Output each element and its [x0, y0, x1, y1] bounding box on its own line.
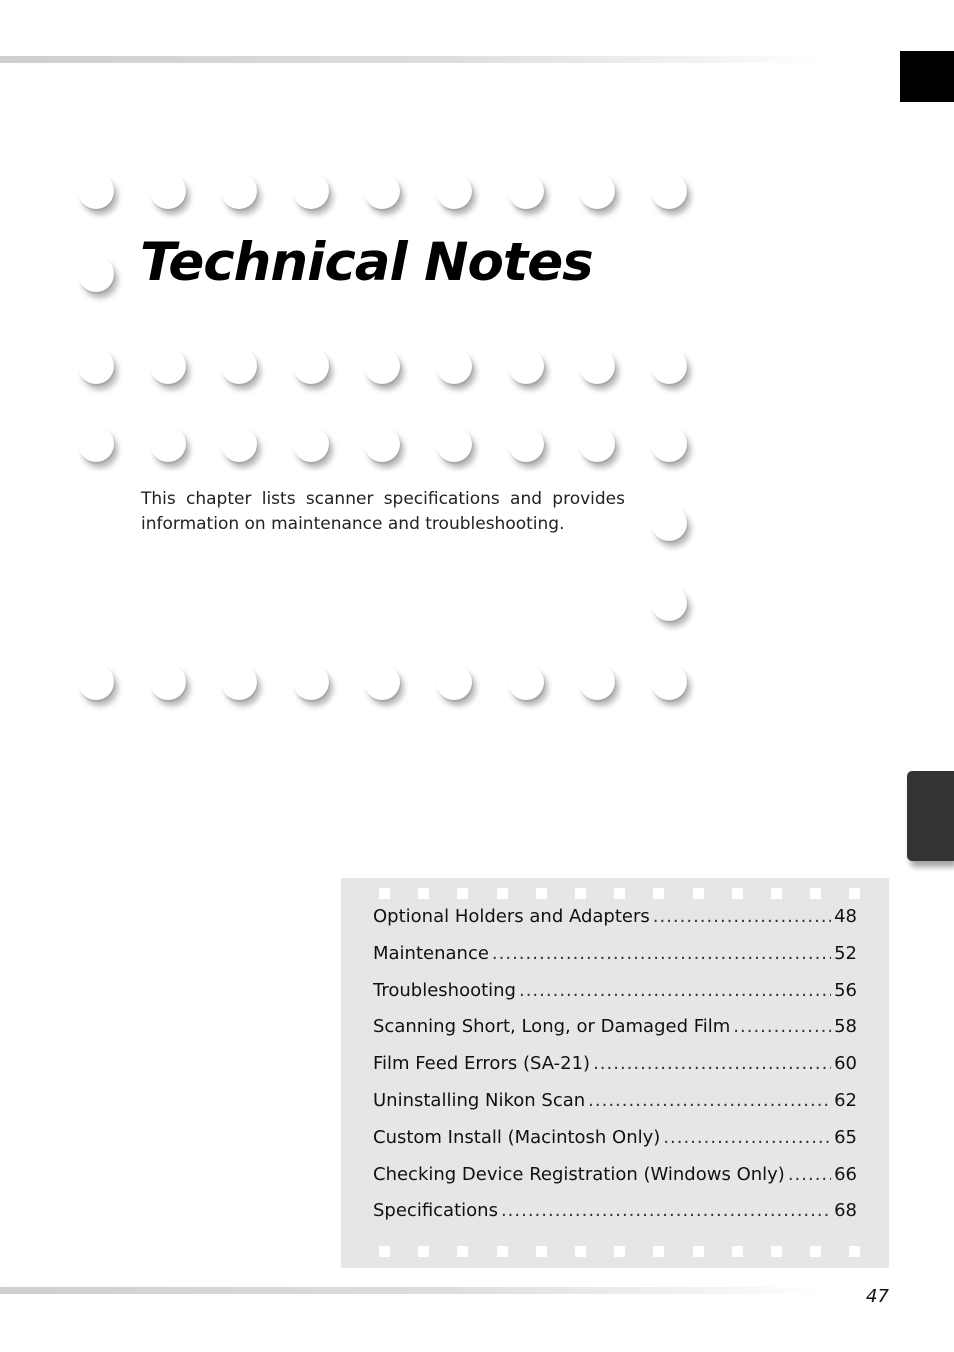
decorative-dot	[293, 426, 329, 462]
toc-item-page: 56	[834, 979, 857, 1001]
toc-item-label: Custom Install (Macintosh Only)	[373, 1126, 661, 1148]
film-perforation	[457, 888, 468, 899]
film-perforation	[614, 1246, 625, 1257]
film-perforation	[497, 1246, 508, 1257]
toc-leader	[653, 906, 831, 927]
toc-leader	[501, 1200, 831, 1221]
toc-item[interactable]	[373, 943, 857, 980]
toc-item[interactable]	[373, 906, 857, 943]
decorative-dot	[651, 348, 687, 384]
chapter-intro: This chapter lists scanner specifications and provides information on maintenance and troubleshooting.	[141, 489, 625, 534]
film-perforation	[693, 888, 704, 899]
decorative-dot	[579, 664, 615, 700]
decorative-dot	[150, 173, 186, 209]
toc-item[interactable]	[373, 1090, 857, 1127]
toc-item[interactable]	[373, 1164, 857, 1201]
film-perforation	[732, 1246, 743, 1257]
decorative-dot	[579, 173, 615, 209]
film-perforation	[575, 1246, 586, 1257]
toc-leader	[588, 1090, 831, 1111]
decorative-dot	[364, 664, 400, 700]
toc-item-label: Uninstalling Nikon Scan	[373, 1089, 586, 1111]
toc-item[interactable]	[373, 1200, 857, 1237]
film-perforation	[379, 888, 390, 899]
film-perforation	[379, 1246, 390, 1257]
toc-leader	[663, 1127, 831, 1148]
toc-item-page: 60	[834, 1053, 857, 1075]
toc-item-label: Scanning Short, Long, or Damaged Film	[373, 1016, 731, 1038]
decorative-dot	[508, 348, 544, 384]
film-perforation	[693, 1246, 704, 1257]
toc-item-page: 68	[834, 1200, 857, 1222]
decorative-dot	[436, 426, 472, 462]
toc-item-page: 62	[834, 1089, 857, 1111]
decorative-dot	[221, 173, 257, 209]
film-perforation	[497, 888, 508, 899]
film-perforation	[418, 888, 429, 899]
toc-item-page: 58	[834, 1016, 857, 1038]
toc-item-label: Film Feed Errors (SA-21)	[373, 1053, 591, 1075]
toc-leader	[492, 943, 831, 964]
decorative-dot	[150, 426, 186, 462]
decorative-dot	[364, 348, 400, 384]
toc-item[interactable]	[373, 1127, 857, 1164]
header-rule	[0, 56, 820, 63]
toc-leader	[733, 1016, 831, 1037]
decorative-dot	[78, 664, 114, 700]
toc-item-page: 66	[834, 1163, 857, 1185]
decorative-dot	[651, 585, 687, 621]
footer-rule	[0, 1287, 820, 1294]
film-perforation	[849, 888, 860, 899]
film-perforation	[536, 1246, 547, 1257]
toc-item-label: Maintenance	[373, 942, 489, 964]
film-perforation	[457, 1246, 468, 1257]
toc-panel	[341, 878, 889, 1268]
decorative-dot	[651, 426, 687, 462]
decorative-dot	[651, 505, 687, 541]
film-perforation	[536, 888, 547, 899]
toc-item-label: Checking Device Registration (Windows Only)	[373, 1163, 785, 1185]
decorative-dot	[78, 348, 114, 384]
decorative-dot	[579, 426, 615, 462]
decorative-dot	[221, 664, 257, 700]
decorative-dot	[78, 426, 114, 462]
decorative-dot	[508, 173, 544, 209]
film-perforation	[653, 888, 664, 899]
section-tab-marker	[907, 771, 954, 861]
film-perforation	[418, 1246, 429, 1257]
toc-item[interactable]	[373, 980, 857, 1017]
decorative-dot	[508, 426, 544, 462]
toc-leader	[593, 1053, 831, 1074]
toc-item-label: Troubleshooting	[373, 979, 516, 1001]
toc-item-page: 65	[834, 1126, 857, 1148]
decorative-dot	[221, 426, 257, 462]
film-perforation	[732, 888, 743, 899]
film-perforation	[614, 888, 625, 899]
chapter-title: Technical Notes	[140, 232, 593, 293]
film-perforations-bottom	[341, 1246, 889, 1258]
toc-item-page: 52	[834, 942, 857, 964]
decorative-dot	[364, 426, 400, 462]
film-perforation	[771, 888, 782, 899]
toc-item[interactable]	[373, 1016, 857, 1053]
film-perforation	[849, 1246, 860, 1257]
toc-leader	[788, 1164, 831, 1185]
decorative-dot	[651, 173, 687, 209]
decorative-dot	[651, 664, 687, 700]
film-perforation	[653, 1246, 664, 1257]
toc-item-label: Specifications	[373, 1200, 498, 1222]
toc-item-label: Optional Holders and Adapters	[373, 906, 650, 927]
toc-list	[373, 906, 857, 1237]
film-perforation	[771, 1246, 782, 1257]
page-number: 47	[866, 1286, 889, 1307]
decorative-dot	[293, 664, 329, 700]
chapter-tab-marker	[900, 51, 954, 102]
decorative-dot	[150, 348, 186, 384]
decorative-dot	[293, 173, 329, 209]
film-perforation	[575, 888, 586, 899]
decorative-dot	[78, 173, 114, 209]
toc-item-page: 48	[834, 906, 857, 927]
toc-leader	[519, 980, 831, 1001]
decorative-dot	[150, 664, 186, 700]
decorative-dot	[579, 348, 615, 384]
decorative-dot	[364, 173, 400, 209]
decorative-dot	[221, 348, 257, 384]
decorative-dot	[78, 256, 114, 292]
film-perforation	[810, 1246, 821, 1257]
toc-item[interactable]	[373, 1053, 857, 1090]
decorative-dot	[436, 664, 472, 700]
decorative-dot	[293, 348, 329, 384]
decorative-dot	[508, 664, 544, 700]
decorative-dot	[436, 348, 472, 384]
decorative-dot	[436, 173, 472, 209]
film-perforations-top	[341, 888, 889, 900]
film-perforation	[810, 888, 821, 899]
